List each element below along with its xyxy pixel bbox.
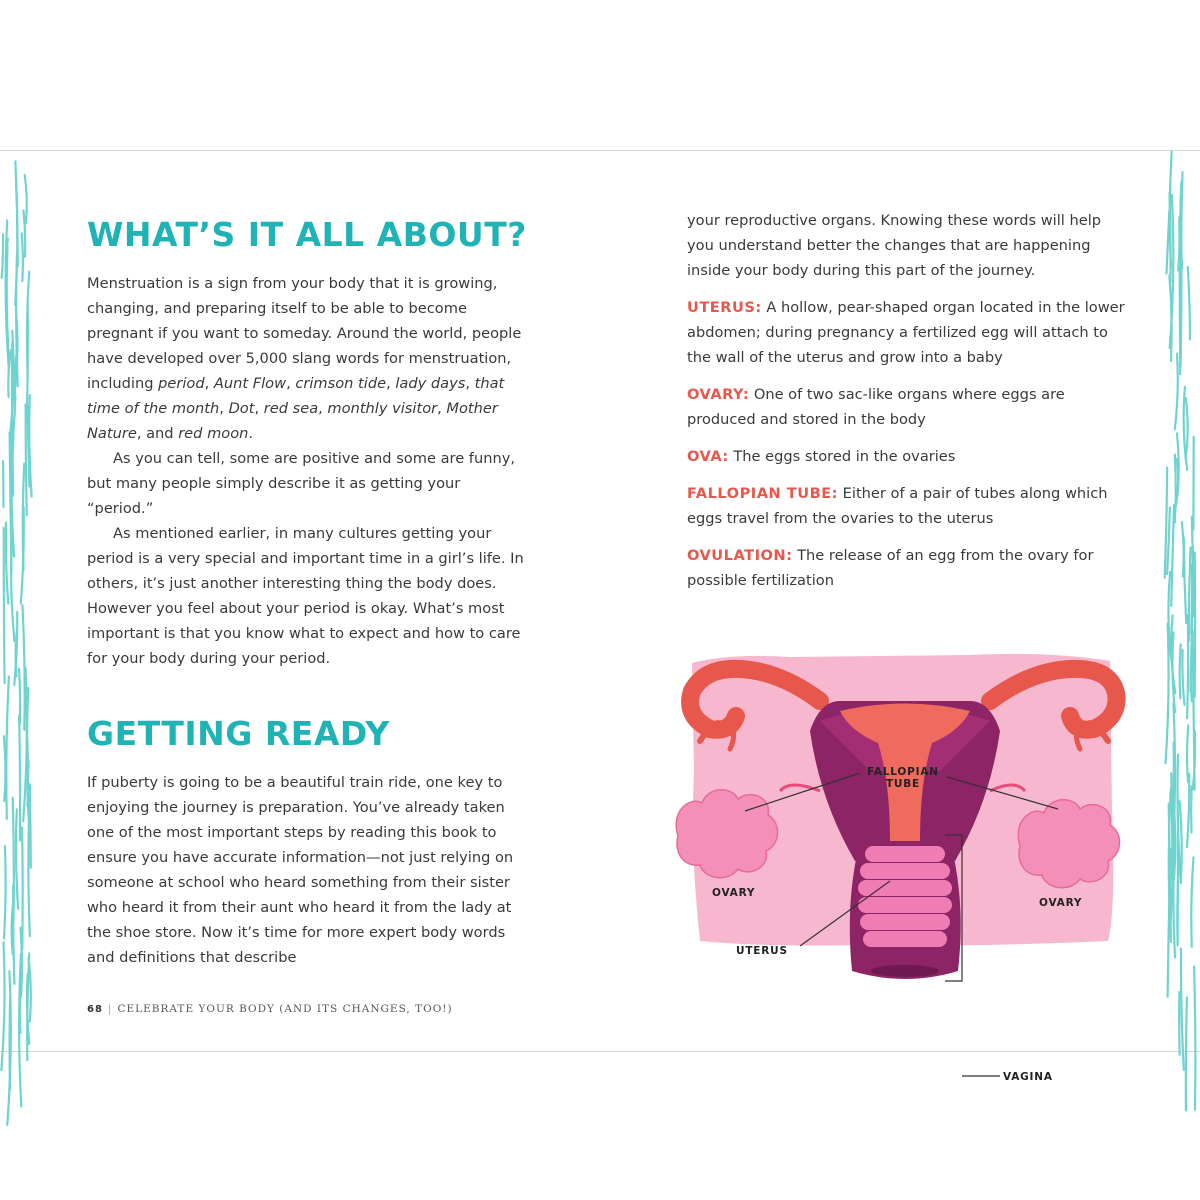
- border-stroke: [1179, 992, 1180, 1055]
- label-vagina: VAGINA: [1003, 1071, 1053, 1083]
- paragraph-positive-funny: As you can tell, some are positive and some are funny, but many people simply describe it as getting your “period.”: [87, 450, 515, 517]
- left-border-decoration: [0, 151, 36, 1051]
- label-ovary-left: OVARY: [712, 887, 756, 899]
- slang-term: red sea: [263, 400, 319, 417]
- slang-term: that time of the month: [87, 375, 505, 417]
- text-run: ,: [204, 375, 214, 392]
- text-run: ,: [386, 375, 396, 392]
- right-border-decoration: [1164, 151, 1200, 1051]
- term-ovulation: [687, 543, 1127, 593]
- paragraph-puberty: If puberty is going to be a beautiful train ride, one key to enjoying the journey is preparation. You’ve already taken one of the most important steps by reading this book to ensure you have accurate information—not just relying on someone at school who heard something from their sister who heard it from their aunt who heard it from the lady at the shoe store. Now it’s time for more expert body words and definitions that describe: [87, 774, 514, 966]
- border-stroke: [4, 528, 5, 684]
- border-stroke: [1177, 882, 1178, 943]
- border-stroke: [26, 405, 27, 516]
- term-uterus: [687, 295, 1127, 370]
- term-definition: One of two sac-like organs where eggs are produced and stored in the body: [687, 386, 1065, 428]
- term-label: OVARY:: [687, 386, 750, 403]
- slang-term: Dot: [228, 400, 255, 417]
- slang-term: Aunt Flow: [213, 375, 287, 392]
- label-ovary-right: OVARY: [1039, 897, 1083, 909]
- footer-separator: |: [107, 1003, 113, 1015]
- slang-term: period: [158, 375, 205, 392]
- border-stroke: [1187, 726, 1188, 782]
- text-run: ,: [219, 400, 229, 417]
- text-run: ,: [437, 400, 447, 417]
- text-run: , and: [136, 425, 179, 442]
- paragraph-reproductive-organs: your reproductive organs. Knowing these words will help you understand better the changes that are happening inside your body during this part of the journey.: [687, 212, 1102, 279]
- term-label: FALLOPIAN TUBE:: [687, 485, 839, 502]
- label-uterus: UTERUS: [736, 945, 788, 957]
- ovary-right-shape: [1018, 800, 1119, 888]
- ovary-left-shape: [676, 790, 777, 878]
- border-stroke: [22, 827, 23, 949]
- border-stroke: [1187, 615, 1188, 718]
- term-definition: Either of a pair of tubes along which eggs travel from the ovaries to the uterus: [687, 485, 1108, 527]
- label-fallopian: FALLOPIAN: [867, 766, 939, 778]
- term-definition: The release of an egg from the ovary for possible fertilization: [687, 547, 1094, 589]
- border-stroke: [1175, 455, 1176, 523]
- text-run: ,: [286, 375, 296, 392]
- page-number: 68: [87, 1004, 103, 1015]
- slang-term: monthly visitor: [327, 400, 438, 417]
- slang-term: crimson tide: [295, 375, 387, 392]
- text-run: ,: [254, 400, 264, 417]
- text-run: Menstruation is a sign from your body that it is growing, changing, and preparing itself to be able to become pregnant if you want to someday. Around the world, people have developed over 5,000 slang words for menstruation, including: [87, 275, 522, 392]
- running-title: CELEBRATE YOUR BODY (AND ITS CHANGES, TOO!): [117, 1003, 453, 1015]
- term-fallopian-tube: [687, 481, 1127, 531]
- paragraph-cultures: As mentioned earlier, in many cultures getting your period is a very special and important time in a girl’s life. In others, it’s just another interesting thing the body does. However you feel about your period is okay. What’s most important is that you know what to expect and how to care for your body during your period.: [87, 525, 524, 667]
- term-label: UTERUS:: [687, 299, 762, 316]
- term-ova: [687, 444, 1127, 469]
- border-stroke: [1186, 997, 1187, 1110]
- text-run: .: [248, 425, 254, 442]
- definitions-section: [687, 208, 1127, 593]
- page-footer: [87, 1003, 453, 1015]
- border-stroke: [1194, 967, 1195, 1110]
- term-ovary: [687, 382, 1127, 432]
- reproductive-system-diagram: [670, 611, 1140, 1083]
- slang-term: red moon: [178, 425, 249, 442]
- term-definition: A hollow, pear-shaped organ located in the lower abdomen; during pregnancy a fertilized egg will attach to the wall of the uterus and grow into a baby: [687, 299, 1125, 366]
- text-run: ,: [465, 375, 475, 392]
- border-stroke: [19, 716, 20, 841]
- vagina-shape: [850, 841, 961, 979]
- slang-term: Mother Nature: [87, 400, 498, 442]
- slang-term: lady days: [395, 375, 466, 392]
- border-stroke: [13, 798, 14, 922]
- intro-section: [87, 271, 527, 671]
- term-label: OVA:: [687, 448, 729, 465]
- border-stroke: [1180, 645, 1181, 699]
- heading-whats-it-all-about: WHAT’S IT ALL ABOUT?: [87, 215, 527, 254]
- left-page: [87, 151, 527, 1051]
- border-stroke: [1191, 786, 1192, 832]
- getting-ready-section: [87, 770, 527, 970]
- border-stroke: [22, 233, 23, 281]
- term-label: OVULATION:: [687, 547, 793, 564]
- book-spread: [0, 150, 1200, 1083]
- label-tube: TUBE: [885, 778, 921, 790]
- term-definition: The eggs stored in the ovaries: [728, 448, 956, 465]
- heading-getting-ready: GETTING READY: [87, 714, 390, 753]
- paragraph-menstruation: [87, 271, 527, 446]
- text-run: ,: [318, 400, 328, 417]
